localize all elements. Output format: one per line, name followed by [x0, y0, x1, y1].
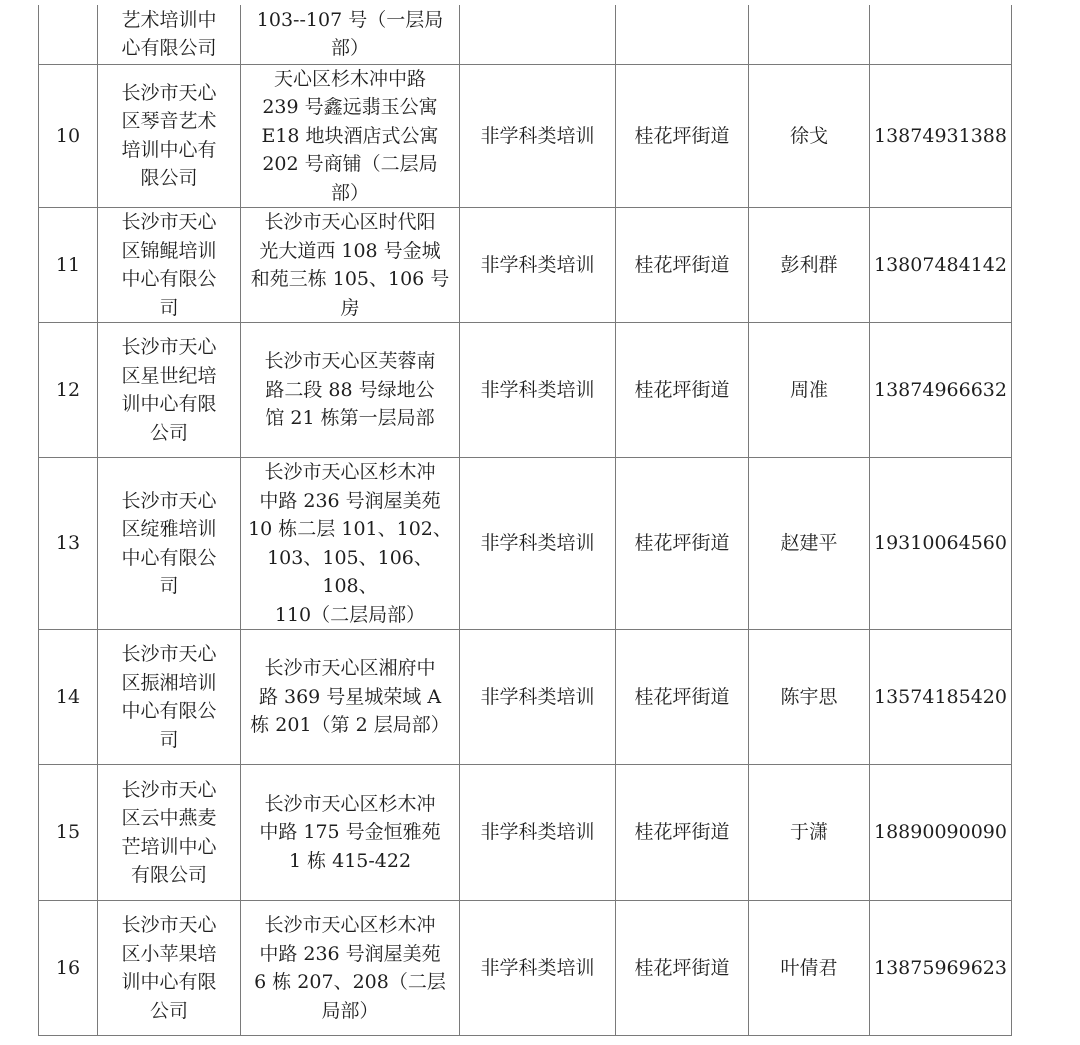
cell-address: 天心区杉木冲中路 239 号鑫远翡玉公寓 E18 地块酒店式公寓 202 号商铺（二层局 部）	[241, 64, 460, 208]
cell-type: 非学科类培训	[460, 901, 616, 1036]
table-row	[39, 765, 1012, 901]
cell-name: 长沙市天心 区锦鲲培训 中心有限公 司	[98, 208, 241, 323]
cell-type: 非学科类培训	[460, 323, 616, 458]
cell-street: 桂花坪街道	[616, 765, 749, 901]
table-row	[39, 630, 1012, 765]
cell-person: 徐戈	[749, 64, 870, 208]
cell-address: 长沙市天心区杉木冲 中路 236 号润屋美苑 6 栋 207、208（二层 局部）	[241, 901, 460, 1036]
cell-no	[39, 5, 98, 64]
cell-person	[749, 5, 870, 64]
cell-street: 桂花坪街道	[616, 901, 749, 1036]
cell-person: 于潇	[749, 765, 870, 901]
cell-no: 14	[39, 630, 98, 765]
table-row	[39, 901, 1012, 1036]
cell-no: 15	[39, 765, 98, 901]
cell-street: 桂花坪街道	[616, 630, 749, 765]
cell-street: 桂花坪街道	[616, 458, 749, 630]
cell-street: 桂花坪街道	[616, 208, 749, 323]
table-row	[39, 5, 1012, 64]
institution-table	[38, 5, 1012, 1036]
cell-name: 长沙市天心 区绽雅培训 中心有限公 司	[98, 458, 241, 630]
cell-type: 非学科类培训	[460, 208, 616, 323]
cell-name: 长沙市天心 区琴音艺术 培训中心有 限公司	[98, 64, 241, 208]
cell-address: 长沙市天心区湘府中 路 369 号星城荣域 A 栋 201（第 2 层局部）	[241, 630, 460, 765]
cell-address: 长沙市天心区时代阳 光大道西 108 号金城 和苑三栋 105、106 号 房	[241, 208, 460, 323]
cell-address: 长沙市天心区芙蓉南 路二段 88 号绿地公 馆 21 栋第一层局部	[241, 323, 460, 458]
cell-phone	[870, 5, 1012, 64]
cell-name: 长沙市天心 区小苹果培 训中心有限 公司	[98, 901, 241, 1036]
cell-address: 长沙市天心区杉木冲 中路 175 号金恒雅苑 1 栋 415-422	[241, 765, 460, 901]
cell-type: 非学科类培训	[460, 64, 616, 208]
cell-person: 彭利群	[749, 208, 870, 323]
cell-type	[460, 5, 616, 64]
cell-phone: 18890090090	[870, 765, 1012, 901]
cell-phone: 19310064560	[870, 458, 1012, 630]
cell-no: 12	[39, 323, 98, 458]
cell-no: 10	[39, 64, 98, 208]
cell-street: 桂花坪街道	[616, 323, 749, 458]
cell-name: 长沙市天心 区振湘培训 中心有限公 司	[98, 630, 241, 765]
cell-type: 非学科类培训	[460, 765, 616, 901]
table-row	[39, 458, 1012, 630]
cell-phone: 13874966632	[870, 323, 1012, 458]
cell-person: 叶倩君	[749, 901, 870, 1036]
cell-person: 周准	[749, 323, 870, 458]
cell-type: 非学科类培训	[460, 630, 616, 765]
cell-no: 16	[39, 901, 98, 1036]
cell-person: 赵建平	[749, 458, 870, 630]
cell-street	[616, 5, 749, 64]
cell-phone: 13875969623	[870, 901, 1012, 1036]
cell-phone: 13807484142	[870, 208, 1012, 323]
cell-address: 长沙市天心区杉木冲 中路 236 号润屋美苑 10 栋二层 101、102、 103、105、106、108、 110（二层局部）	[241, 458, 460, 630]
table-row	[39, 208, 1012, 323]
cell-phone: 13574185420	[870, 630, 1012, 765]
cell-no: 13	[39, 458, 98, 630]
cell-phone: 13874931388	[870, 64, 1012, 208]
cell-street: 桂花坪街道	[616, 64, 749, 208]
cell-address: 103--107 号（一层局 部）	[241, 5, 460, 64]
cell-type: 非学科类培训	[460, 458, 616, 630]
cell-name: 长沙市天心 区星世纪培 训中心有限 公司	[98, 323, 241, 458]
cell-person: 陈宇思	[749, 630, 870, 765]
cell-no: 11	[39, 208, 98, 323]
cell-name: 长沙市天心 区云中燕麦 芒培训中心 有限公司	[98, 765, 241, 901]
table-row	[39, 323, 1012, 458]
table-row	[39, 64, 1012, 208]
cell-name: 艺术培训中 心有限公司	[98, 5, 241, 64]
